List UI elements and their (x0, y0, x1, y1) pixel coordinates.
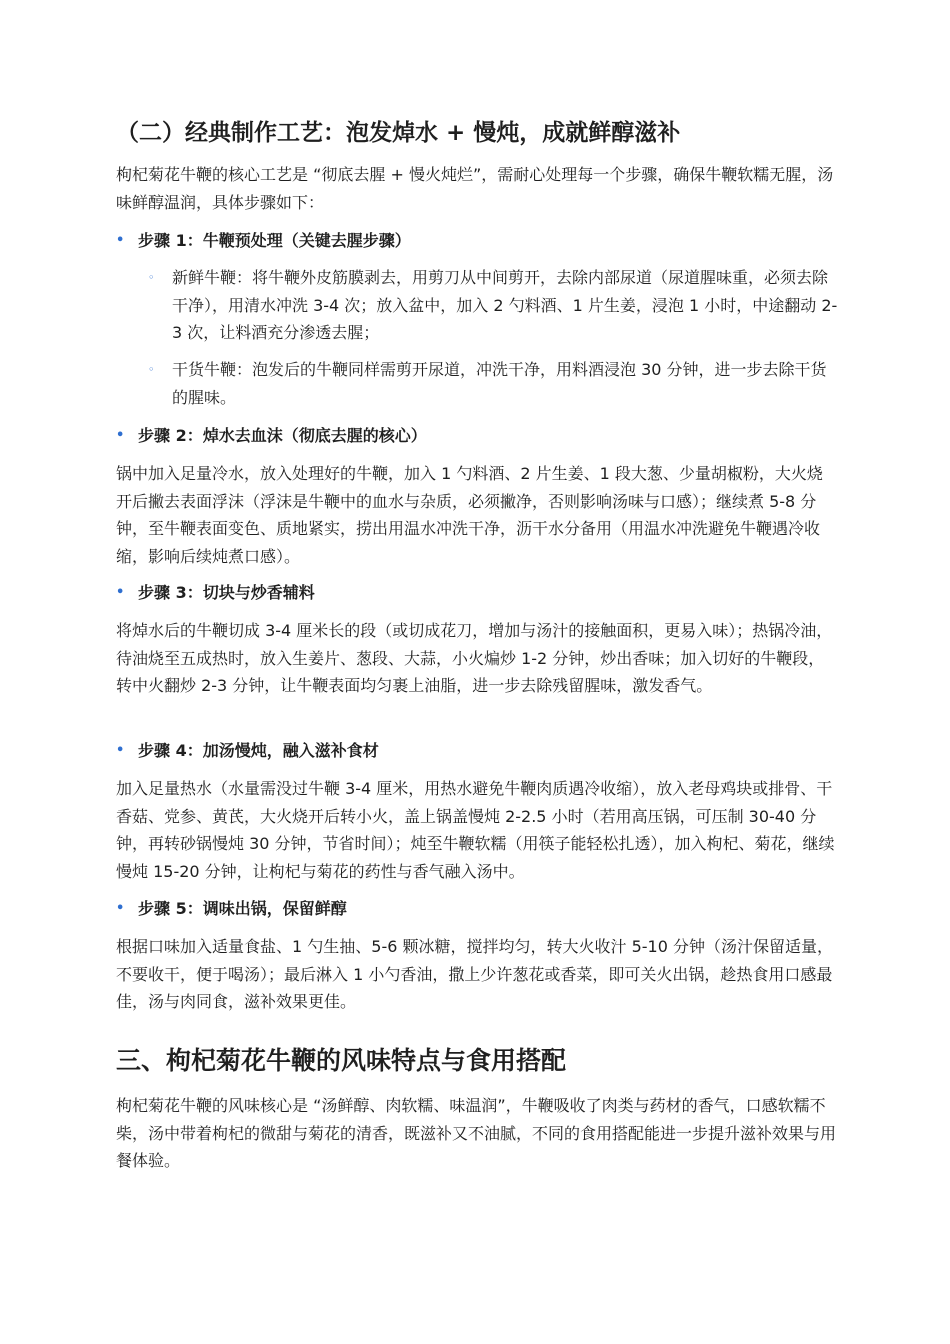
bullet-icon: • (116, 743, 125, 758)
sub-bullet-icon: ◦ (148, 363, 155, 376)
step-4-heading (116, 738, 379, 764)
subitem-text: 新鲜牛鞭：将牛鞭外皮筋膜剥去，用剪刀从中间剪开，去除内部尿道（尿道腥味重，必须去除干净），用清水冲洗 3-4 次；放入盆中，加入 2 勺料酒、1 片生姜，浸泡 1 小时，中途翻动 2-3 次，让料酒充分渗透去腥； (172, 268, 838, 342)
sub-bullet-icon: ◦ (148, 271, 155, 284)
step-5-heading (116, 896, 347, 922)
chapter-heading: 三、枸杞菊花牛鞭的风味特点与食用搭配 (116, 1046, 567, 1075)
subitem-text: 干货牛鞭：泡发后的牛鞭同样需剪开尿道，冲洗干净，用料酒浸泡 30 分钟，进一步去除干货的腥味。 (172, 360, 827, 407)
step-3-paragraph: 将焯水后的牛鞭切成 3-4 厘米长的段（或切成花刀，增加与汤汁的接触面积，更易入味）；热锅冷油，待油烧至五成热时，放入生姜片、葱段、大蒜，小火煸炒 1-2 分钟，炒出香味；加入切好的牛鞭段，转中火翻炒 2-3 分钟，让牛鞭表面均匀裹上油脂，进一步去除残留腥味，激发香气。 (116, 621, 833, 695)
step-1-title: 步骤 1：牛鞭预处理（关键去腥步骤） (138, 231, 411, 250)
step-2-paragraph: 锅中加入足量冷水，放入处理好的牛鞭，加入 1 勺料酒、2 片生姜、1 段大葱、少量胡椒粉，大火烧开后撇去表面浮沫（浮沫是牛鞭中的血水与杂质，必须撇净，否则影响汤味与口感）；继续煮 5-8 分钟，至牛鞭表面变色、质地紧实，捞出用温水冲洗干净，沥干水分备用（用温水冲洗避免牛鞭遇冷收缩，影响后续炖煮口感）。 (116, 464, 823, 566)
chapter-intro-paragraph: 枸杞菊花牛鞭的风味核心是 “汤鲜醇、肉软糯、味温润”，牛鞭吸收了肉类与药材的香气，口感软糯不柴，汤中带着枸杞的微甜与菊花的清香，既滋补又不油腻，不同的食用搭配能进一步提升滋补效果与用餐体验。 (116, 1096, 837, 1170)
step-2-title: 步骤 2：焯水去血沫（彻底去腥的核心） (138, 426, 427, 445)
intro-paragraph: 枸杞菊花牛鞭的核心工艺是 “彻底去腥 + 慢火炖烂”，需耐心处理每一个步骤，确保牛鞭软糯无腥，汤味鲜醇温润，具体步骤如下： (116, 165, 834, 212)
step-4-title: 步骤 4：加汤慢炖，融入滋补食材 (138, 741, 379, 760)
step-5-paragraph: 根据口味加入适量食盐、1 勺生抽、5-6 颗冰糖，搅拌均匀，转大火收汁 5-10 分钟（汤汁保留适量，不要收干，便于喝汤）；最后淋入 1 小勺香油，撒上少许葱花或香菜，即可关火出锅，趁热食用口感最佳，汤与肉同食，滋补效果更佳。 (116, 937, 833, 1011)
bullet-icon: • (116, 585, 125, 600)
step-1-subitem-dried (148, 356, 838, 411)
step-1-heading (116, 228, 411, 254)
step-1-subitem-fresh (148, 264, 838, 347)
section-heading: （二）经典制作工艺：泡发焯水 + 慢炖，成就鲜醇滋补 (116, 120, 681, 146)
bullet-icon: • (116, 233, 125, 248)
bullet-icon: • (116, 901, 125, 916)
step-3-title: 步骤 3：切块与炒香辅料 (138, 583, 315, 602)
bullet-icon: • (116, 428, 125, 443)
step-2-heading (116, 423, 427, 449)
step-4-paragraph: 加入足量热水（水量需没过牛鞭 3-4 厘米，用热水避免牛鞭肉质遇冷收缩），放入老母鸡块或排骨、干香菇、党参、黄芪，大火烧开后转小火，盖上锅盖慢炖 2-2.5 小时（若用高压锅，可压制 30-40 分钟，再转砂锅慢炖 30 分钟，节省时间）；炖至牛鞭软糯（用筷子能轻松扎透），加入枸杞、菊花，继续慢炖 15-20 分钟，让枸杞与菊花的药性与香气融入汤中。 (116, 779, 835, 881)
step-3-heading (116, 580, 315, 606)
step-5-title: 步骤 5：调味出锅，保留鲜醇 (138, 899, 347, 918)
